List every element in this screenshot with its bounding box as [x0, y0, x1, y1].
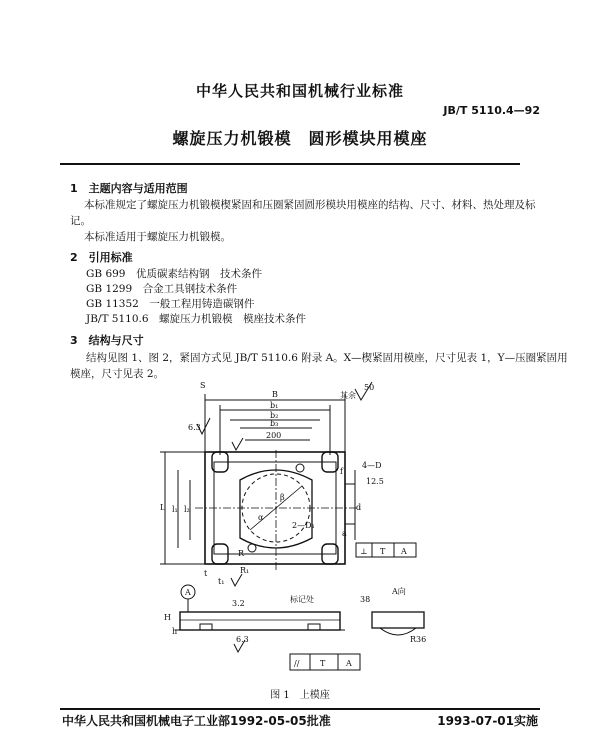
reference-item: JB/T 5110.6 螺旋压力机锻模 模座技术条件	[86, 313, 307, 325]
dim-a: a	[342, 529, 347, 538]
tolerance-symbol-parallel: //	[294, 659, 300, 668]
tolerance-datum-A: A	[401, 547, 407, 556]
dim-b3: b₃	[270, 419, 279, 428]
document-title: 螺旋压力机锻模 圆形模块用模座	[172, 129, 428, 148]
roughness-6-3: 6.3	[188, 423, 201, 432]
figure-caption: 图 1 上模座	[270, 690, 330, 701]
header-rule	[60, 163, 520, 165]
footer-rule	[60, 708, 540, 710]
mark-position: 标记处	[290, 595, 314, 604]
dim-200: 200	[266, 431, 282, 440]
tolerance-T-bottom: T	[320, 659, 326, 668]
reference-item: GB 699 优质碳素结构钢 技术条件	[86, 268, 262, 280]
dim-l2: l₂	[184, 505, 190, 514]
dim-b2: b₂	[270, 411, 279, 420]
tolerance-symbol-perp: ⊥	[360, 547, 368, 556]
section-2-D1: 2—D₁	[292, 521, 315, 530]
section-1-heading: 1 主题内容与适用范围	[70, 182, 188, 195]
dim-38: 38	[360, 595, 371, 604]
standard-code: JB/T 5110.4—92	[443, 104, 540, 117]
roughness-3-2: 3.2	[232, 599, 245, 608]
dim-b1: b₁	[270, 401, 279, 410]
section-4-D: 4—D	[362, 461, 382, 470]
section-1-paragraph-2: 本标准适用于螺旋压力机锻模。	[84, 231, 231, 243]
dim-h: h	[172, 627, 178, 636]
approval-line: 中华人民共和国机械电子工业部1992-05-05批准	[62, 714, 331, 728]
view-A-label: A向	[392, 587, 406, 596]
roughness-rest-label: 其余	[340, 391, 356, 400]
dim-d: d	[356, 503, 362, 512]
reference-item: GB 11352 一般工程用铸造碳钢件	[86, 298, 255, 310]
section-3-paragraph-line-2: 模座，尺寸见表 2。	[70, 368, 165, 380]
reference-item: GB 1299 合金工具钢技术条件	[86, 283, 238, 295]
technical-drawing	[0, 380, 600, 680]
section-3-paragraph-line-1: 结构见图 1、图 2，紧固方式见 JB/T 5110.6 附录 A。X—楔紧固用模座，尺寸见表 1，Y—压圈紧固用	[86, 352, 568, 364]
section-3-heading: 3 结构与尺寸	[70, 334, 144, 347]
section-1-paragraph-1-line-2: 记。	[70, 215, 91, 227]
dim-R36: R36	[410, 635, 427, 644]
dim-f: f	[340, 467, 343, 476]
roughness-rest-value: 50	[364, 383, 375, 392]
angle-beta: β	[280, 493, 285, 502]
standard-organization: 中华人民共和国机械行业标准	[195, 82, 404, 100]
effective-date: 1993-07-01实施	[437, 714, 538, 728]
tolerance-datum-A-bottom: A	[346, 659, 352, 668]
section-2-heading: 2 引用标准	[70, 251, 133, 264]
angle-alpha: α	[258, 513, 264, 522]
dim-t: t	[204, 569, 208, 578]
dim-H: H	[164, 613, 171, 622]
roughness-12-5: 12.5	[366, 477, 384, 486]
section-1-paragraph-1-line-1: 本标准规定了螺旋压力机锻模楔紧固和压圈紧固圆形模块用模座的结构、尺寸、材料、热处理及标	[84, 199, 536, 211]
dim-t1: t₁	[218, 577, 225, 586]
roughness-6-3-bottom: 6.3	[236, 635, 249, 644]
dim-R: R	[238, 549, 245, 558]
dim-l1: l₁	[172, 505, 178, 514]
dim-B: B	[272, 390, 278, 399]
datum-A: A	[185, 588, 191, 597]
dim-R1: R₁	[240, 566, 250, 575]
tolerance-T: T	[380, 547, 386, 556]
dim-s: S	[200, 381, 206, 390]
dim-L: L	[160, 503, 166, 512]
